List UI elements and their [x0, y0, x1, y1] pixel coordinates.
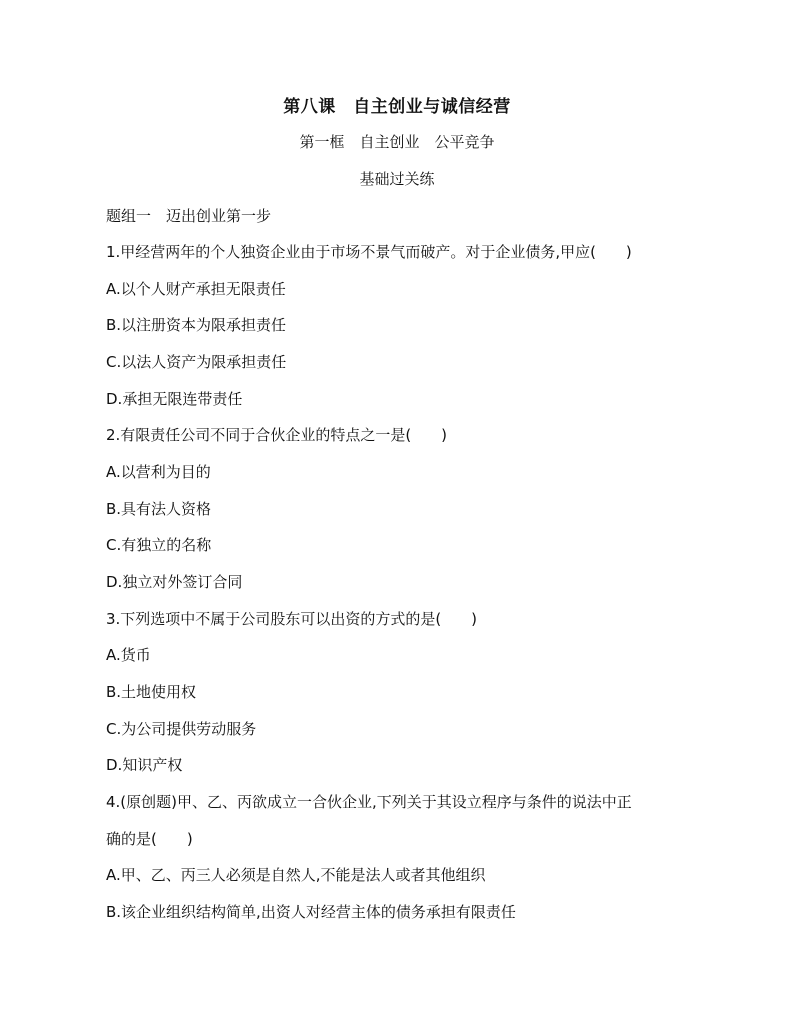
question-3-option-b: B.土地使用权: [106, 683, 197, 701]
question-2-option-a: A.以营利为目的: [106, 463, 211, 481]
page-subtitle: 第一框 自主创业 公平竞争: [299, 133, 495, 151]
question-1-option-d: D.承担无限连带责任: [106, 390, 243, 408]
question-4-stem-line-1: 4.(原创题)甲、乙、丙欲成立一合伙企业,下列关于其设立程序与条件的说法中正: [106, 793, 632, 811]
question-1-stem: 1.甲经营两年的个人独资企业由于市场不景气而破产。对于企业债务,甲应( ): [106, 243, 632, 261]
question-2-option-b: B.具有法人资格: [106, 500, 212, 518]
question-4-option-a: A.甲、乙、丙三人必须是自然人,不能是法人或者其他组织: [106, 866, 486, 884]
question-2-option-d: D.独立对外签订合同: [106, 573, 243, 591]
question-3-option-a: A.货币: [106, 646, 151, 664]
section-label: 基础过关练: [359, 170, 435, 188]
question-2-stem: 2.有限责任公司不同于合伙企业的特点之一是( ): [106, 426, 448, 444]
question-4-option-b: B.该企业组织结构简单,出资人对经营主体的债务承担有限责任: [106, 903, 516, 921]
question-1-option-a: A.以个人财产承担无限责任: [106, 280, 286, 298]
question-group-heading: 题组一 迈出创业第一步: [106, 207, 272, 225]
page-title: 第八课 自主创业与诚信经营: [283, 97, 511, 117]
question-1-option-b: B.以注册资本为限承担责任: [106, 316, 287, 334]
question-3-option-c: C.为公司提供劳动服务: [106, 720, 257, 738]
question-2-option-c: C.有独立的名称: [106, 536, 212, 554]
question-1-option-c: C.以法人资产为限承担责任: [106, 353, 287, 371]
question-3-option-d: D.知识产权: [106, 756, 183, 774]
question-4-stem-line-2: 确的是( ): [106, 830, 193, 848]
question-3-stem: 3.下列选项中不属于公司股东可以出资的方式的是( ): [106, 610, 478, 628]
